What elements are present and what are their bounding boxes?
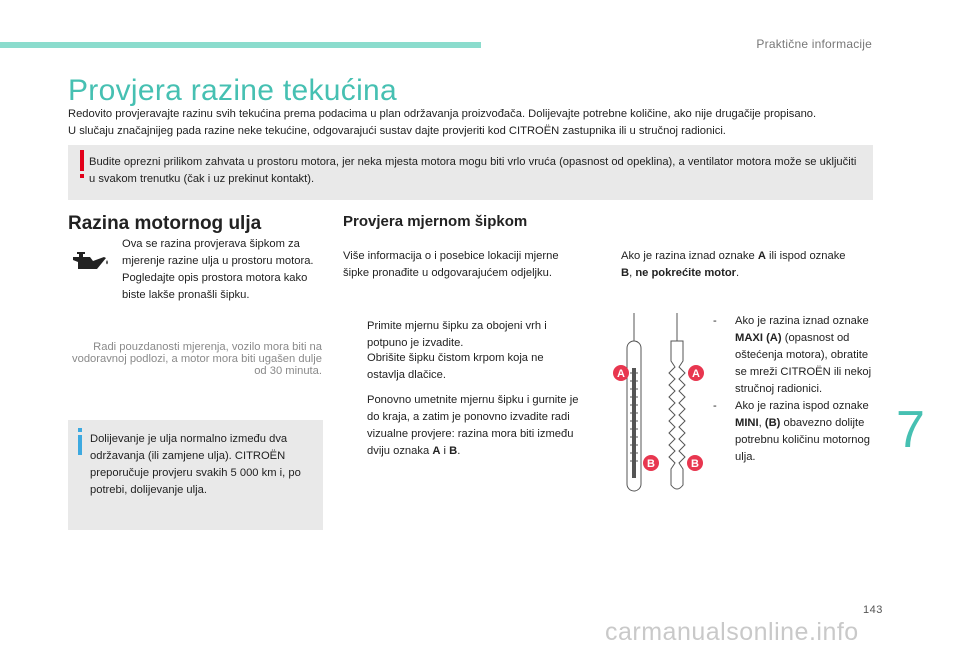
bullet-maxi: - Ako je razina iznad oznake MAXI (A) (opasnost od oštećenja motora), obratite se mreži CITROËN ili nekoj stručnoj radionici.	[713, 315, 872, 395]
step-1	[343, 318, 573, 352]
svg-text:B: B	[691, 458, 699, 470]
intro-line-2: U slučaju značajnijeg pada razine neke tekućine, odgovarajući sustav dajte provjeriti kod CITROËN zastupnika ili u stručnoj radionici.	[68, 125, 726, 137]
bullet-mini: - Ako je razina ispod oznake MINI, (B) obavezno dolijte potrebnu količinu motornog ulja.	[713, 400, 870, 463]
chapter-number: 7	[896, 401, 925, 459]
svg-text:A: A	[617, 368, 625, 380]
info-icon	[78, 428, 84, 458]
marker-b-left	[643, 455, 659, 471]
marker-b-right	[687, 455, 703, 471]
warning-text: Budite oprezni prilikom zahvata u prostoru motora, jer neka mjesta motora mogu biti vrlo vruća (opasnost od opeklina), a ventilator motora može se uključiti u svakom trenutku (čak i uz prekinut kontakt).	[89, 156, 857, 185]
dipstick-heading: Provjera mjernom šipkom	[343, 213, 528, 230]
level-bullets	[713, 313, 878, 466]
page-title: Provjera razine tekućina	[68, 74, 398, 107]
step-text: Obrišite šipku čistom krpom koja ne ostavlja dlačice.	[367, 352, 544, 381]
step-3	[343, 392, 583, 460]
svg-text:B: B	[647, 458, 655, 470]
intro-text	[68, 106, 888, 140]
watermark: carmanualsonline.info	[605, 618, 859, 646]
more-info-text: Više informacija o i posebice lokaciji mjerne šipke pronađite u odgovarajućem odjeljku.	[343, 250, 559, 279]
oil-note: Radi pouzdanosti mjerenja, vozilo mora biti na vodoravnoj podlozi, a motor mora biti ugašen dulje od 30 minuta.	[72, 341, 322, 377]
warning-icon	[80, 150, 85, 180]
step-text: Ponovno umetnite mjernu šipku i gurnite je do kraja, a zatim je ponovno izvadite radi vizualne provjere: razina mora biti između dviju oznaka A i B.	[367, 394, 579, 457]
oil-can-icon	[70, 248, 110, 276]
section-title: Praktične informacije	[756, 37, 872, 51]
header-accent-bar	[0, 42, 481, 48]
oil-text: Ova se razina provjerava šipkom za mjerenje razine ulja u prostoru motora. Pogledajte opis prostora motora kako biste lakše pronašli šipku.	[122, 238, 314, 301]
dipstick-illustration	[605, 313, 715, 498]
page-number: 143	[863, 604, 883, 616]
info-text: Dolijevanje je ulja normalno između dva održavanja (ili zamjene ulja). CITROËN preporučuje provjeru svakih 5 000 km i, po potrebi, dolijevanje ulja.	[90, 433, 301, 496]
oil-heading: Razina motornog ulja	[68, 213, 262, 234]
svg-text:A: A	[692, 368, 700, 380]
marker-a-left	[613, 365, 629, 381]
step-text: Primite mjernu šipku za obojeni vrh i potpuno je izvadite.	[367, 320, 547, 349]
level-warning-text: Ako je razina iznad oznake A ili ispod oznake B, ne pokrećite motor.	[621, 250, 846, 279]
intro-line-1: Redovito provjeravajte razinu svih tekućina prema podacima u plan održavanja proizvođača. Dolijevajte potrebne količine, ako nije drugačije propisano.	[68, 108, 817, 120]
step-2	[343, 350, 573, 384]
marker-a-right	[688, 365, 704, 381]
